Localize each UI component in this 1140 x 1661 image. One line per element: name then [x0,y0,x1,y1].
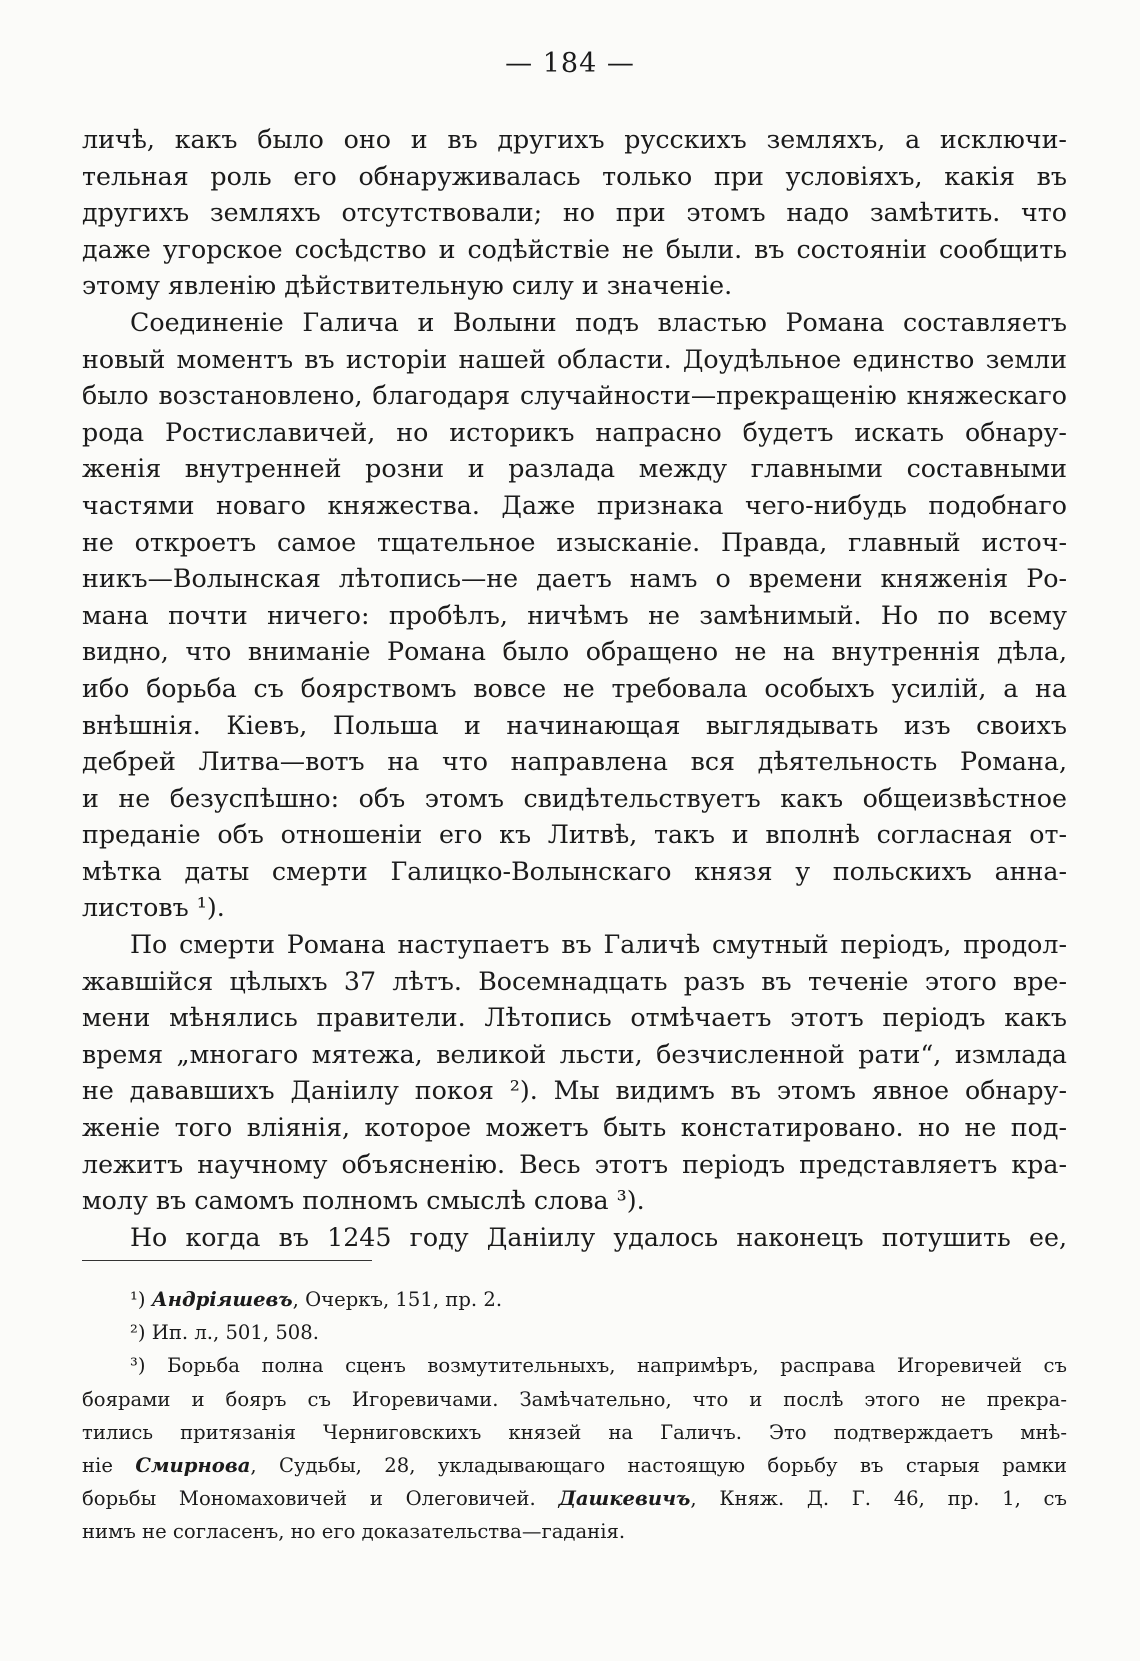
text-line: По смерти Романа наступаетъ въ Галичѣ смутный періодъ, продол- [130,930,1067,960]
footnote-3-line [82,1482,1067,1515]
text-line: никъ—Волынская лѣтопись—не даетъ намъ о времени княженія Ро- [82,564,1067,594]
text-line: этому явленію дѣйствительную силу и значеніе. [82,271,733,301]
text-line: личѣ, какъ было оно и въ другихъ русскихъ земляхъ, а исключи- [82,125,1067,154]
text-line: Соединеніе Галича и Волыни подъ властью Романа составляетъ [130,307,1067,337]
footnote-text: борьбы Мономаховичей и Олеговичей. [82,1487,559,1511]
footnote-3-line: боярами и бояръ съ Игоревичами. Замѣчательно, что и послѣ этого не прекра- [82,1387,1067,1411]
footnote-1 [82,1283,1067,1316]
footnote-marker: ²) [130,1321,146,1345]
text-line: частями новаго княжества. Даже признака чего-нибудь подобнаго [82,490,1067,520]
text-line: даже угорское сосѣдство и содѣйствіе не были. въ состояніи сообщить [82,234,1067,264]
text-line: женія внутренней розни и разлада между главными составными [82,454,1067,484]
footnote-divider [82,1260,372,1261]
footnote-3-line [82,1349,1067,1382]
text-line: мана почти ничего: пробѣлъ, ничѣмъ не замѣнимый. Но по всему [82,600,1067,630]
text-line: преданіе объ отношеніи его къ Литвѣ, такъ и вполнѣ согласная от- [82,820,1067,850]
footnote-text: Борьба полна сценъ возмутительныхъ, напримѣръ, расправа Игоревичей съ [167,1354,1067,1378]
footnote-author: Андріяшевъ [151,1288,293,1311]
footnote-3-line [82,1449,1067,1482]
text-line: внѣшнія. Кіевъ, Польша и начинающая выглядывать изъ своихъ [82,710,1067,740]
footnote-text: ніе [82,1453,136,1477]
text-line: не дававшихъ Даніилу покоя ²). Мы видимъ въ этомъ явное обнару- [82,1076,1067,1106]
text-line: листовъ ¹). [82,893,225,923]
text-line: тельная роль его обнаруживалась только при условіяхъ, какія въ [82,161,1067,191]
text-line: лежитъ научному объясненію. Весь этотъ періодъ представляетъ кра- [82,1149,1067,1179]
footnote-3-line: тились притязанія Черниговскихъ князей на Галичъ. Это подтверждаетъ мнѣ- [82,1420,1067,1444]
footnotes [82,1283,1067,1549]
footnote-2 [82,1316,1067,1349]
text-line: мени мѣнялись правители. Лѣтопись отмѣчаетъ этотъ періодъ какъ [82,1003,1067,1033]
main-text [82,122,1067,1256]
footnote-author: Дашкевичъ [558,1487,691,1511]
footnote-3-line: нимъ не согласенъ, но его доказательства—гаданія. [82,1520,626,1544]
text-line: не откроетъ самое тщательное изысканіе. Правда, главный источ- [82,527,1067,557]
text-line: Но когда въ 1245 году Даніилу удалось наконецъ потушить ее, [130,1222,1067,1252]
text-line: видно, что вниманіе Романа было обращено не на внутреннія дѣла, [82,637,1067,667]
text-line: дебрей Литва—вотъ на что направлена вся дѣятельность Романа, [82,747,1067,777]
footnote-text: Ип. л., 501, 508. [151,1321,319,1345]
footnote-marker: ¹) [130,1288,146,1311]
text-line: другихъ земляхъ отсутствовали; но при этомъ надо замѣтить. что [82,198,1067,228]
text-line: молу въ самомъ полномъ смыслѣ слова ³). [82,1186,645,1216]
text-line: жавшійся цѣлыхъ 37 лѣтъ. Восемнадцать разъ въ теченіе этого вре- [82,966,1067,996]
text-line: женіе того вліянія, которое можетъ быть констатировано. но не под- [82,1113,1067,1143]
text-line: время „многаго мятежа, великой льсти, безчисленной рати“, измлада [82,1039,1067,1069]
footnote-text: , Судьбы, 28, укладывающаго настоящую борьбу въ старыя рамки [250,1453,1067,1477]
footnote-marker: ³) [130,1354,146,1378]
footnote-text: , Очеркъ, 151, пр. 2. [292,1288,503,1311]
text-line: ибо борьба съ боярствомъ вовсе не требовала особыхъ усилій, а на [82,673,1067,703]
text-line: было возстановлено, благодаря случайности—прекращенію княжескаго [82,381,1067,411]
text-line: и не безуспѣшно: объ этомъ свидѣтельствуетъ какъ общеизвѣстное [82,783,1067,813]
footnote-text: , Княж. Д. Г. 46, пр. 1, съ [690,1487,1067,1511]
page-number: — 184 — [505,48,635,79]
text-line: рода Ростиславичей, но историкъ напрасно будетъ искать обнару- [82,417,1067,447]
footnote-author: Смирнова [135,1453,251,1477]
text-line: мѣтка даты смерти Галицко-Волынскаго князя у польскихъ анна- [82,856,1067,886]
text-line: новый моментъ въ исторіи нашей области. Доудѣльное единство земли [82,344,1067,374]
